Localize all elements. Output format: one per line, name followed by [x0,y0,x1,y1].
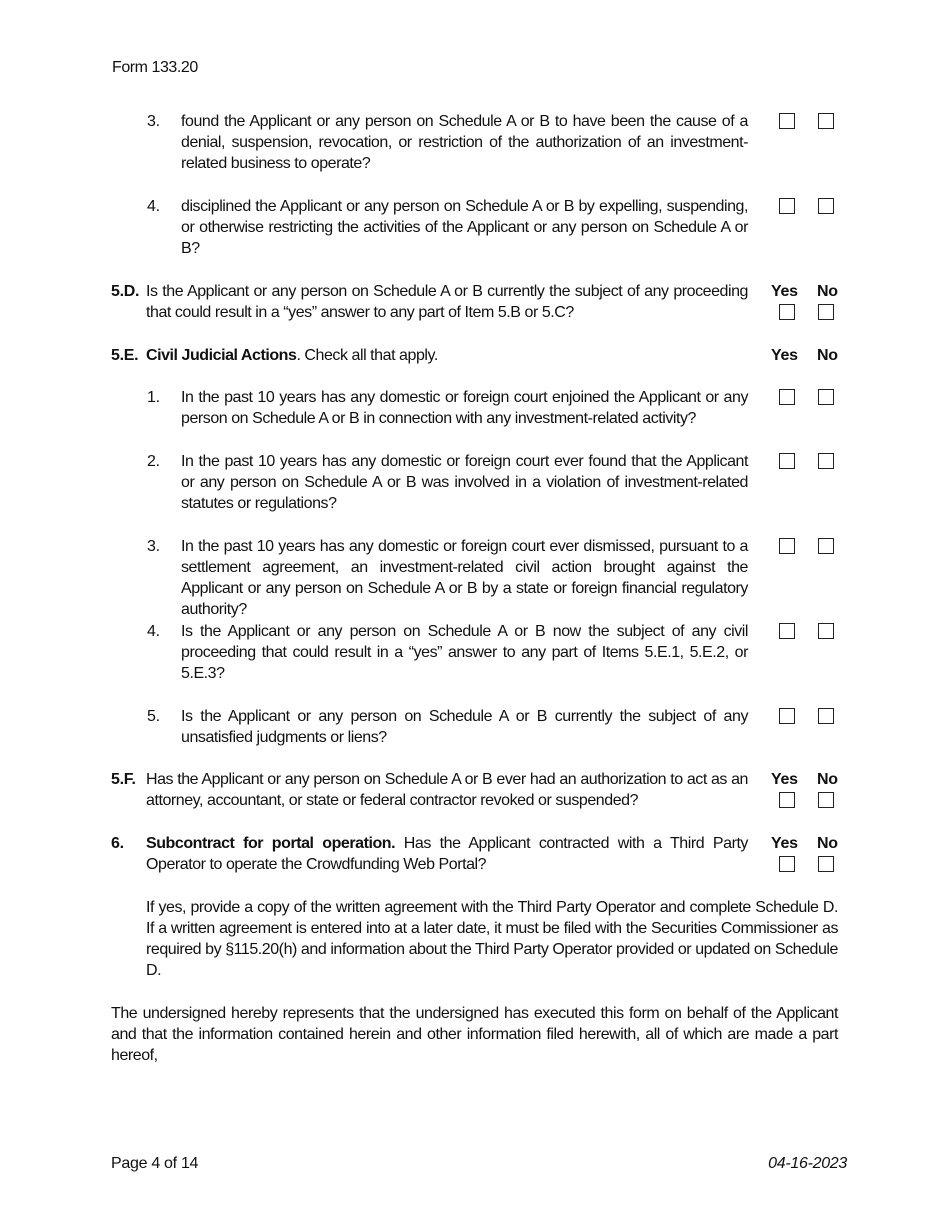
no-checkbox[interactable] [818,453,834,469]
section-heading [146,345,438,366]
question-text: Is the Applicant or any person on Schedule A or B currently the subject of any unsatisfied judgments or liens? [181,708,748,746]
no-label: No [817,283,838,300]
item-number: 4. [147,198,160,215]
item-number: 4. [147,623,160,640]
item-number: 3. [147,538,160,555]
yes-checkbox[interactable] [779,198,795,214]
revision-date: 04-16-2023 [768,1155,847,1172]
item-question: Has the Applicant contracted with a Third Party Operator to operate the Crowdfunding Web Portal? [146,835,748,873]
certification-text: The undersigned hereby represents that the undersigned has executed this form on behalf of the Applicant and that the information contained herein and other information filed herewith, all of which are made a part hereof, [111,1005,838,1064]
no-checkbox[interactable] [818,538,834,554]
no-label: No [817,835,838,852]
no-checkbox[interactable] [818,708,834,724]
no-checkbox[interactable] [818,304,834,320]
question-text [146,833,748,875]
question-text: disciplined the Applicant or any person on Schedule A or B by expelling, suspending, or otherwise restricting the activities of the Applicant or any person on Schedule A or B? [181,198,748,257]
item-number: 2. [147,453,160,470]
yes-label: Yes [771,771,798,788]
no-checkbox[interactable] [818,623,834,639]
question-text: found the Applicant or any person on Schedule A or B to have been the cause of a denial, suspension, revocation, or restriction of the authorization of an investment-related business to operate? [181,113,748,172]
item-number: 3. [147,113,160,130]
question-text: Is the Applicant or any person on Schedule A or B currently the subject of any proceeding that could result in a “yes” answer to any part of Item 5.B or 5.C? [146,283,748,321]
section-instruction: . Check all that apply. [296,347,438,364]
item-number: 5.E. [111,347,139,364]
question-text: Has the Applicant or any person on Schedule A or B ever had an authorization to act as an attorney, accountant, or state or federal contractor revoked or suspended? [146,771,748,809]
item-number: 1. [147,389,160,406]
question-text: In the past 10 years has any domestic or foreign court enjoined the Applicant or any person on Schedule A or B in connection with any investment-related activity? [181,389,748,427]
yes-label: Yes [771,835,798,852]
yes-checkbox[interactable] [779,538,795,554]
yes-checkbox[interactable] [779,623,795,639]
item-number: 5.F. [111,771,136,788]
no-label: No [817,347,838,364]
no-checkbox[interactable] [818,856,834,872]
item-number: 6. [111,835,124,852]
page-number: Page 4 of 14 [111,1155,199,1172]
item-number: 5.D. [111,283,140,300]
yes-checkbox[interactable] [779,453,795,469]
yes-checkbox[interactable] [779,389,795,405]
yes-label: Yes [771,347,798,364]
yes-checkbox[interactable] [779,856,795,872]
form-number: Form 133.20 [112,59,198,76]
question-text: Is the Applicant or any person on Schedule A or B now the subject of any civil proceeding that could result in a “yes” answer to any part of Items 5.E.1, 5.E.2, or 5.E.3? [181,623,748,682]
yes-checkbox[interactable] [779,113,795,129]
yes-checkbox[interactable] [779,792,795,808]
schedule-d-note: If yes, provide a copy of the written agreement with the Third Party Operator and complete Schedule D. If a written agreement is entered into at a later date, it must be filed with the Securities Commissioner as required by §115.20(h) and information about the Third Party Operator provided or updated on Schedule D. [146,899,838,979]
yes-checkbox[interactable] [779,304,795,320]
no-checkbox[interactable] [818,113,834,129]
section-title: Civil Judicial Actions [146,347,297,364]
item-number: 5. [147,708,160,725]
no-checkbox[interactable] [818,389,834,405]
no-label: No [817,771,838,788]
question-text: In the past 10 years has any domestic or foreign court ever dismissed, pursuant to a settlement agreement, an investment-related civil action brought against the Applicant or any person on Schedule A or B by a state or foreign financial regulatory authority? [181,538,748,618]
no-checkbox[interactable] [818,198,834,214]
no-checkbox[interactable] [818,792,834,808]
item-title: Subcontract for portal operation. [146,835,396,852]
yes-label: Yes [771,283,798,300]
question-text: In the past 10 years has any domestic or foreign court ever found that the Applicant or any person on Schedule A or B was involved in a violation of investment-related statutes or regulations? [181,453,748,512]
yes-checkbox[interactable] [779,708,795,724]
